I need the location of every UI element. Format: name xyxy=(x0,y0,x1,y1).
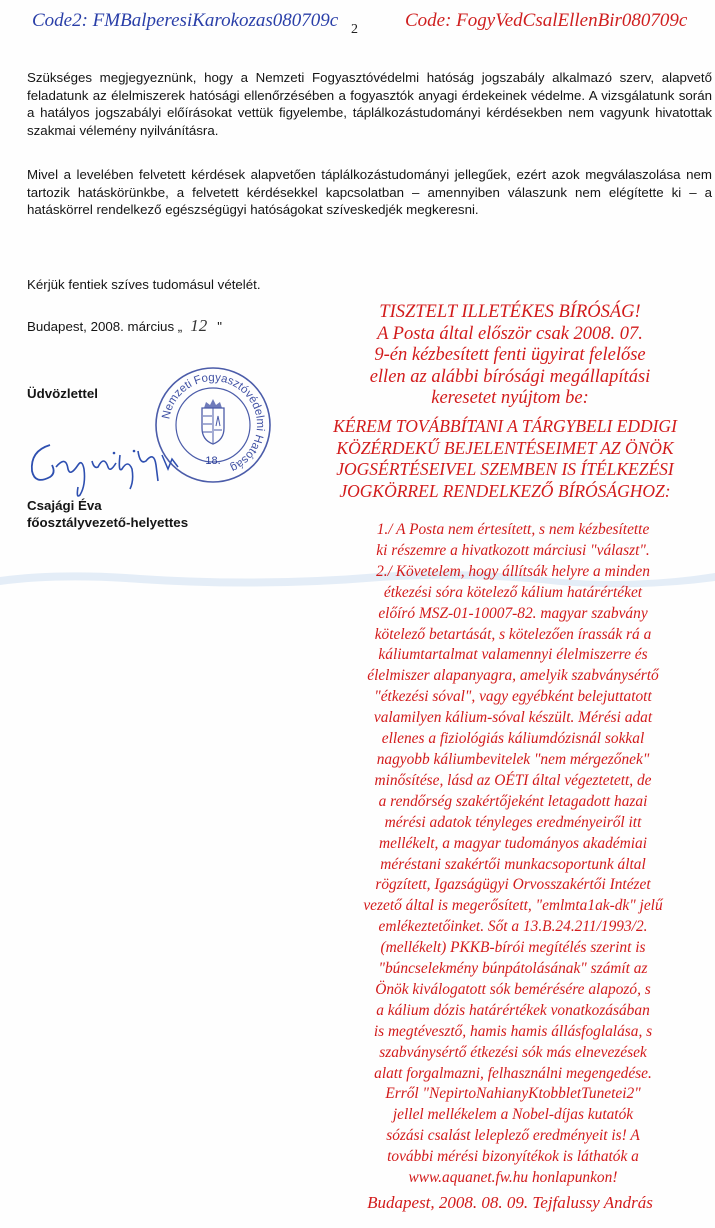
letter-date-text: Budapest, 2008. március „ xyxy=(27,319,183,334)
annotation-body-line: alatt forgalmazni, felhasználni megengedése. xyxy=(374,1064,652,1082)
annotation-body-line: étkezési sóra kötelező kálium határértéket xyxy=(383,583,643,601)
letter-paragraph-1 xyxy=(27,69,712,139)
annotation-body-line: valamilyen kálium-sóval készült. Mérési adat xyxy=(373,709,653,727)
letter-paragraph-2 xyxy=(27,166,712,219)
annotation-heading-line: 9-én kézbesített fenti ügyirat felelőse xyxy=(374,345,646,365)
annotation-body-line: Önök kiválogatott sók bemérésére alapozó, s xyxy=(375,980,651,998)
annotation-heading-line: ellen az alábbi bírósági megállapítási xyxy=(369,366,651,387)
code-right-label: Code: FogyVedCsalEllenBir080709c xyxy=(405,10,688,31)
annotation-body-line: ki részemre a hivatkozott márciusi "választ". xyxy=(376,541,650,559)
stamp-ring-text: Nemzeti Fogyasztóvédelmi Hatóság xyxy=(160,371,267,474)
annotation-body-line: kötelező betartását, s kötelezően írassák rá a xyxy=(374,625,652,643)
annotation-body-line: vezető által is megerősített, "emlmta1ak-dk" jelű xyxy=(363,897,663,915)
annotation-heading-line: keresetet nyújtom be: xyxy=(431,388,589,408)
annotation-body-line: is megtévesztő, hamis hamis állásfoglalása, s xyxy=(373,1022,653,1040)
annotation-request-line: KÉREM TOVÁBBÍTANI A TÁRGYBELI EDDIGI xyxy=(333,416,677,436)
annotation-heading xyxy=(300,302,715,410)
letter-closing xyxy=(27,276,712,294)
letter-date-day: 12 xyxy=(190,316,208,335)
annotation-body-line: káliumtartalmat valamennyi élelmiszerre és xyxy=(378,646,648,664)
annotation-heading-line: A Posta által először csak 2008. 07. xyxy=(377,323,643,344)
coat-of-arms-icon xyxy=(202,399,224,444)
letter-date xyxy=(27,316,222,336)
annotation-body-line: 2./ Követelem, hogy állítsák helyre a minden xyxy=(376,562,650,580)
signer-block xyxy=(27,497,188,531)
signer-title: főosztályvezető-helyettes xyxy=(27,515,189,530)
letter-date-tail: " xyxy=(217,319,222,334)
annotation-body-line: Erről "NepirtoNahianyKtobbletTunetei2" xyxy=(385,1085,641,1103)
annotation-request-line: JOGKÖRREL RENDELKEZŐ BÍRÓSÁGHOZ: xyxy=(339,480,671,501)
annotation-body-line: további mérési bizonyítékok is láthatók a xyxy=(387,1148,639,1166)
annotation-body-line: szabványsértő étkezési sók más elnevezések xyxy=(379,1043,647,1061)
annotation-body-line: ellenes a fiziológiás káliumdózisnál sokkal xyxy=(381,730,645,748)
annotation-body-line: rögzített, Igazságügyi Orvosszakértői Intézet xyxy=(375,876,651,894)
annotation-body-line: méréstani szakértői munkacsoportunk által xyxy=(380,855,646,873)
annotation-body-line: élelmiszer alapanyagra, amelyik szabványsértő xyxy=(367,667,659,685)
annotation-body-line: mérési adatok tényleges eredményeiről itt xyxy=(384,813,642,831)
annotation-body-line: 1./ A Posta nem értesített, s nem kézbesítette xyxy=(376,521,650,538)
annotation-body-line: sózási csalást leleplező eredményeit is! A xyxy=(386,1127,640,1145)
signer-name: Csajági Éva xyxy=(27,498,102,513)
page-number: 2 xyxy=(351,22,358,37)
annotation-body xyxy=(318,520,708,1189)
annotation-body-line: www.aquanet.fw.hu honlapunkon! xyxy=(408,1169,618,1187)
annotation-body-line: mellékelt, a magyar tudományos akadémiai xyxy=(379,834,647,852)
annotation-body-line: nagyobb káliumbevitelek "nem mérgezőnek" xyxy=(376,750,650,768)
annotation-heading-line: TISZTELT ILLETÉKES BÍRÓSÁG! xyxy=(379,302,641,322)
letter-paragraph-2-text: Mivel a levelében felvetett kérdések alapvetően táplálkozástudományi jellegűek, ezért azok megválaszolása nem tartozik hatáskörünkbe, a felvetett kérdésekkel kapcsolatban – amennyiben válaszunk nem elégítette ki – a hatáskörrel rendelkező egészségügyi hatóságokat szíveskedjék megkeresni. xyxy=(27,167,712,218)
annotation-body-line: a kálium dózis határértékek vonatkozásában xyxy=(376,1001,650,1019)
annotation-body-line: emlékeztetőinket. Sőt a 13.B.24.211/1993/2. xyxy=(378,918,648,936)
annotation-request-line: KÖZÉRDEKŰ BEJELENTÉSEIMET AZ ÖNÖK xyxy=(336,437,674,458)
annotation-body-line: jellel mellékelem a Nobel-díjas kutatók xyxy=(392,1106,634,1124)
annotation-body-line: előíró MSZ-01-10007-82. magyar szabvány xyxy=(378,604,648,622)
code-left-label: Code2: FMBalperesiKarokozas080709c xyxy=(32,10,339,31)
annotation-body-line: "étkezési sóval", vagy egyébként belejuttatott xyxy=(374,688,652,706)
annotation-body-line: (mellékelt) PKKB-bírói megítélés szerint is xyxy=(380,939,646,957)
annotation-signature-line: Budapest, 2008. 08. 09. Tejfalussy András xyxy=(367,1193,653,1212)
letter-greeting: Üdvözlettel xyxy=(27,386,98,401)
letter-closing-text: Kérjük fentiek szíves tudomásul vételét. xyxy=(27,277,261,292)
stamp-number: 18. xyxy=(205,455,221,467)
annotation-body-line: minősítése, lásd az OÉTI által végeztetett, de xyxy=(374,771,652,789)
annotation-request xyxy=(290,416,715,502)
letter-paragraph-1-text: Szükséges megjegyeznünk, hogy a Nemzeti Fogyasztóvédelmi hatóság jogszabály alkalmazó szerv, alapvető feladatunk az élelmiszerek hatósági ellenőrzésében a fogyasztók anyagi érdekeinek védelme. A vizsgálatunk során a hatályos jogszabályi előírásokat vettük figyelembe, táplálkozástudományi kérdésekben nem vagyunk hivatottak szakmai vélemény nyilvánításra. xyxy=(27,70,712,138)
handwritten-signature xyxy=(22,425,197,505)
annotation-body-line: "búncselekmény búnpátolásának" számít az xyxy=(378,960,648,978)
annotation-body-line: a rendőrség szakértőjeként letagadott hazai xyxy=(378,792,648,810)
annotation-request-line: JOGSÉRTÉSEIVEL SZEMBEN IS ÍTÉLKEZÉSI xyxy=(336,459,674,479)
